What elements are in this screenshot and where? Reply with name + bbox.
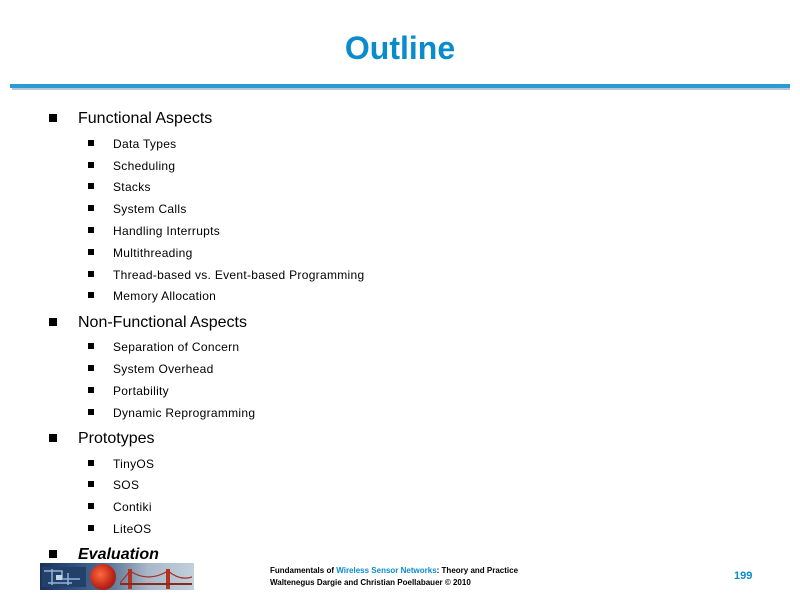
bullet-icon bbox=[88, 183, 94, 189]
list-item bbox=[113, 223, 220, 239]
footer-line-1 bbox=[270, 565, 518, 577]
bullet-icon bbox=[49, 318, 57, 326]
list-item-label: System Calls bbox=[113, 202, 187, 216]
section-label: Functional Aspects bbox=[78, 110, 213, 127]
list-item bbox=[113, 383, 169, 399]
list-item-label: Portability bbox=[113, 384, 169, 398]
bullet-icon bbox=[88, 503, 94, 509]
list-item-label: TinyOS bbox=[113, 457, 155, 471]
bullet-icon bbox=[88, 205, 94, 211]
bullet-icon bbox=[88, 481, 94, 487]
list-item-label: SOS bbox=[113, 478, 140, 492]
bullet-icon bbox=[49, 434, 57, 442]
section-label: Evaluation bbox=[78, 546, 159, 563]
footer-line-2: Waltenegus Dargie and Christian Poellabauer © 2010 bbox=[270, 578, 471, 587]
footer-banner-image bbox=[40, 563, 194, 590]
list-item bbox=[113, 201, 187, 217]
circuit-board-icon bbox=[42, 567, 86, 587]
list-item-label: Multithreading bbox=[113, 246, 193, 260]
list-item bbox=[113, 521, 152, 537]
red-sphere-icon bbox=[90, 564, 116, 590]
section-label: Non-Functional Aspects bbox=[78, 314, 247, 331]
list-item bbox=[113, 267, 364, 283]
section-functional-aspects bbox=[78, 109, 212, 129]
list-item bbox=[113, 339, 239, 355]
bullet-icon bbox=[88, 292, 94, 298]
list-item bbox=[113, 361, 214, 377]
bullet-icon bbox=[88, 162, 94, 168]
list-item-label: Thread-based vs. Event-based Programming bbox=[113, 268, 365, 282]
bullet-icon bbox=[88, 525, 94, 531]
list-item bbox=[113, 245, 193, 261]
list-item-label: Dynamic Reprogramming bbox=[113, 406, 256, 420]
list-item bbox=[113, 456, 154, 472]
section-label: Prototypes bbox=[78, 430, 155, 447]
bullet-icon bbox=[88, 227, 94, 233]
list-item-label: System Overhead bbox=[113, 362, 214, 376]
list-item bbox=[113, 136, 176, 152]
section-non-functional-aspects bbox=[78, 313, 247, 333]
bullet-icon bbox=[49, 550, 57, 558]
list-item-label: Stacks bbox=[113, 180, 151, 194]
list-item-label: Memory Allocation bbox=[113, 289, 217, 303]
bullet-icon bbox=[88, 409, 94, 415]
list-item bbox=[113, 405, 255, 421]
footer-highlight: Wireless Sensor Networks bbox=[336, 566, 437, 575]
list-item bbox=[113, 288, 216, 304]
page-number: 199 bbox=[734, 570, 753, 582]
bullet-icon bbox=[88, 365, 94, 371]
section-prototypes bbox=[78, 429, 154, 449]
list-item bbox=[113, 158, 175, 174]
section-evaluation bbox=[78, 545, 159, 565]
bridge-icon bbox=[120, 569, 192, 589]
footer-suffix: : Theory and Practice bbox=[436, 566, 519, 575]
list-item-label: Handling Interrupts bbox=[113, 224, 221, 238]
footer-prefix: Fundamentals of bbox=[270, 566, 337, 575]
bullet-icon bbox=[49, 114, 57, 122]
bullet-icon bbox=[88, 140, 94, 146]
bullet-icon bbox=[88, 343, 94, 349]
bullet-icon bbox=[88, 271, 94, 277]
slide-title: Outline bbox=[344, 30, 456, 66]
footer-credit bbox=[270, 565, 518, 589]
list-item bbox=[113, 499, 152, 515]
list-item-label: Scheduling bbox=[113, 159, 176, 173]
list-item-label: Contiki bbox=[113, 500, 152, 514]
bullet-icon bbox=[88, 249, 94, 255]
list-item-label: Separation of Concern bbox=[113, 340, 240, 354]
list-item-label: Data Types bbox=[113, 137, 177, 151]
bullet-icon bbox=[88, 387, 94, 393]
list-item-label: LiteOS bbox=[113, 522, 152, 536]
list-item bbox=[113, 179, 151, 195]
bullet-icon bbox=[88, 460, 94, 466]
list-item bbox=[113, 477, 139, 493]
